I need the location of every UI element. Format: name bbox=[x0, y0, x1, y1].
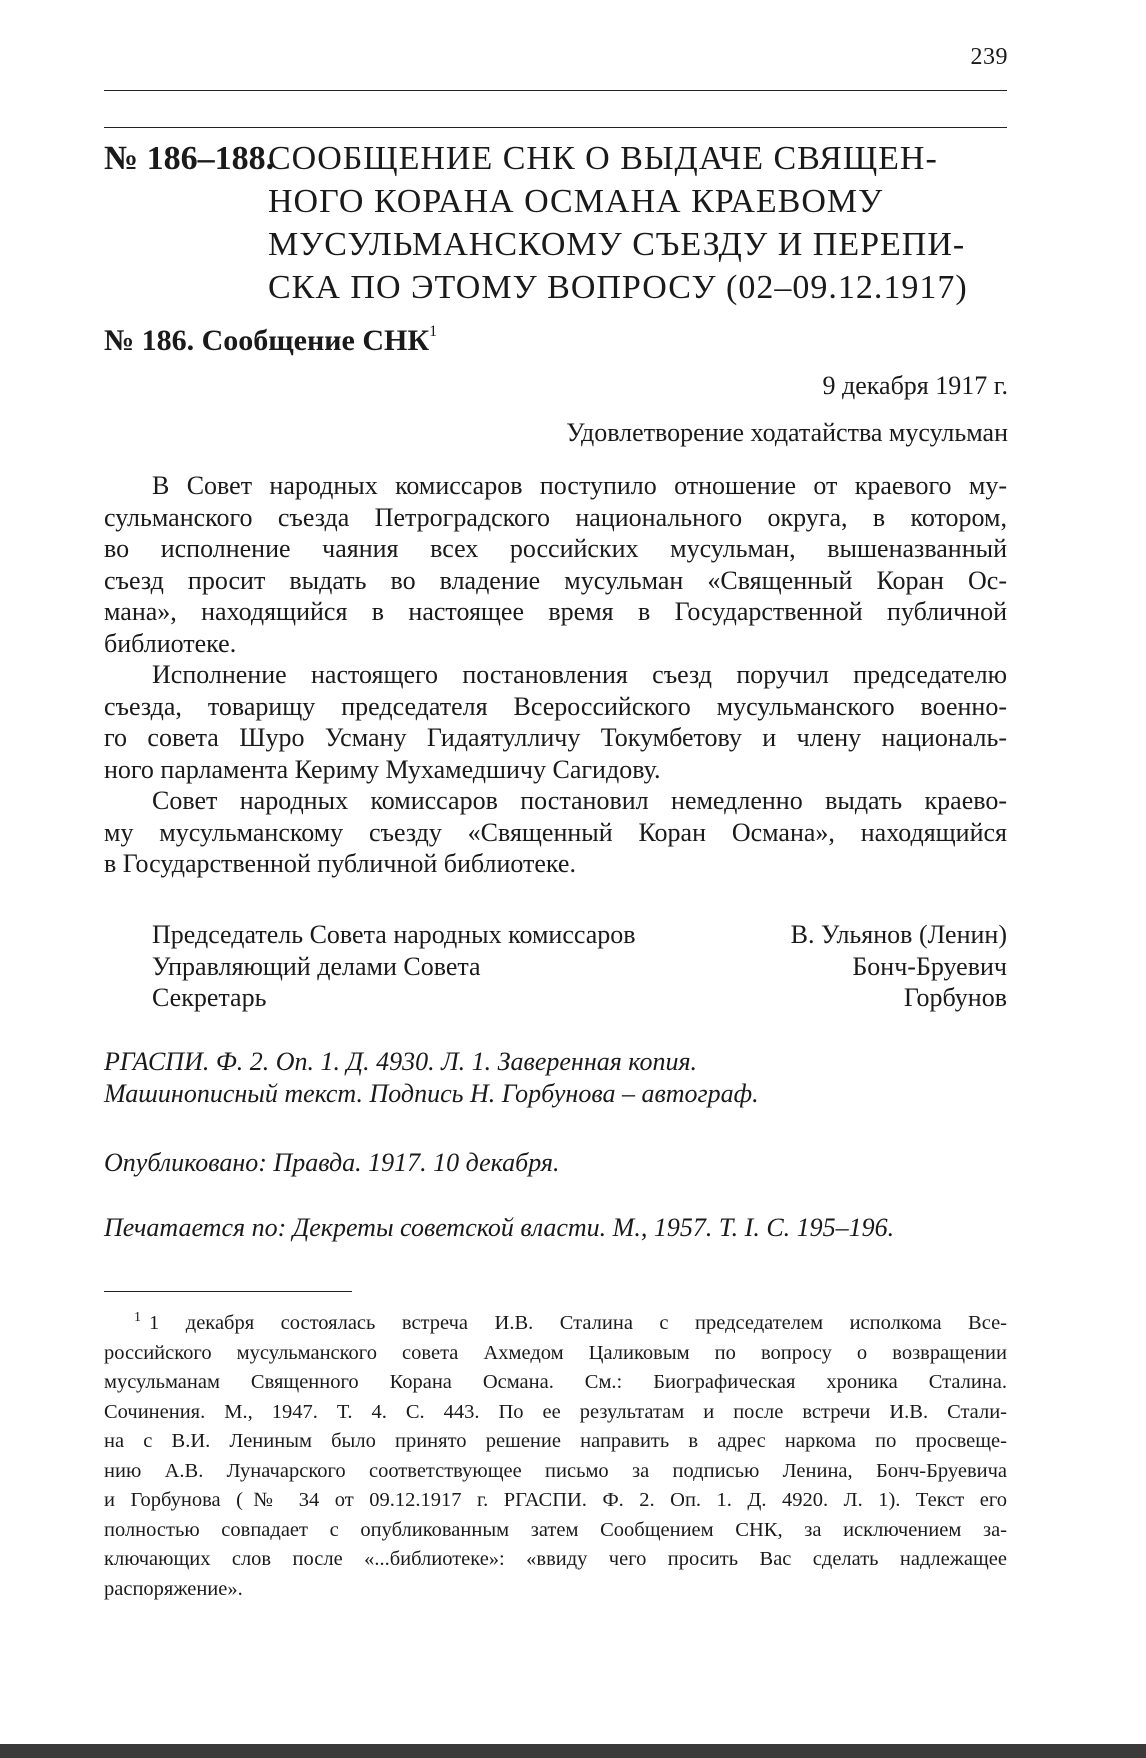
document-date: 9 декабря 1917 г. bbox=[822, 371, 1008, 400]
text-line: во исполнение чаяния всех российских мусульман, вышеназванный bbox=[104, 534, 1007, 563]
text-line: съезд просит выдать во владение мусульман «Священный Коран Ос- bbox=[104, 565, 1007, 595]
footnote-line: ключающих слов после «...библиотеке»: «ввиду чего просить Вас сделать надлежащее bbox=[104, 1548, 1007, 1570]
text-line: в Государственной публичной библиотеке. bbox=[104, 849, 576, 878]
text-line: го совета Шуро Усману Гидаятулличу Токумбетову и члену националь- bbox=[104, 723, 1007, 752]
footnote-mark: 1 bbox=[134, 1310, 141, 1325]
heading-title-line: СООБЩЕНИЕ СНК О ВЫДАЧЕ СВЯЩЕН- bbox=[268, 140, 938, 177]
signature-role: Секретарь bbox=[152, 983, 267, 1012]
text-line: В Совет народных комиссаров поступило отношение от краевого му- bbox=[152, 471, 1007, 500]
signature-role: Председатель Совета народных комиссаров bbox=[152, 920, 636, 949]
footnote-rule bbox=[104, 1291, 352, 1292]
signature-row bbox=[152, 919, 1007, 951]
text-line: библиотеке. bbox=[104, 628, 237, 658]
text-line: съезда, товарищу председателя Всероссийского мусульманского военно- bbox=[104, 691, 1007, 721]
footnote-line bbox=[104, 1303, 1007, 1339]
heading-line-1 bbox=[104, 137, 1007, 180]
text-line: сульманского съезда Петроградского национального округа, в котором, bbox=[104, 502, 1007, 532]
heading-title-line: МУСУЛЬМАНСКОМУ СЪЕЗДУ И ПЕРЕПИ- bbox=[268, 226, 966, 263]
signature-row bbox=[152, 951, 1007, 983]
document-heading bbox=[104, 137, 1007, 309]
footnote-line: и Горбунова (№ 34 от 09.12.1917 г. РГАСПИ. Ф. 2. Оп. 1. Д. 4920. Л. 1). Текст его bbox=[104, 1489, 1007, 1511]
body-text bbox=[104, 470, 1007, 880]
footnote-line: мусульманам Священного Корана Османа. См.: Биографическая хроника Сталина. bbox=[104, 1371, 1007, 1393]
signature-role: Управляющий делами Совета bbox=[152, 951, 481, 981]
heading-title-line: НОГО КОРАНА ОСМАНА КРАЕВОМУ bbox=[268, 183, 884, 220]
paragraph bbox=[104, 470, 1007, 659]
document-subject: Удовлетворение ходатайства мусульман bbox=[566, 418, 1008, 447]
sub-heading bbox=[104, 323, 437, 358]
signature-name: Бонч-Бруевич bbox=[852, 951, 1007, 981]
printed-source-note: Печатается по: Декреты советской власти. М., 1957. Т. I. С. 195–196. bbox=[104, 1213, 895, 1242]
footnote-line: полностью совпадает с опубликованным затем Сообщением СНК, за исключением за- bbox=[104, 1518, 1007, 1541]
footnote-line: нию А.В. Луначарского соответствующее письмо за подписью Ленина, Бонч-Бруевича bbox=[104, 1459, 1007, 1482]
published-note: Опубликовано: Правда. 1917. 10 декабря. bbox=[104, 1148, 560, 1177]
text-line: Исполнение настоящего постановления съезд поручил председателю bbox=[152, 660, 1007, 689]
signatures-block bbox=[152, 919, 1007, 1014]
signature-row bbox=[152, 982, 1007, 1014]
header-rule bbox=[104, 90, 1007, 91]
footnote-line: российского мусульманского совета Ахмедом Цаликовым по вопросу о возвращении bbox=[104, 1341, 1007, 1364]
scan-edge-bar bbox=[0, 1744, 1146, 1758]
text-line: ного парламента Кериму Мухамедшичу Сагидову. bbox=[104, 754, 661, 784]
paragraph bbox=[104, 785, 1007, 880]
archive-line: РГАСПИ. Ф. 2. Оп. 1. Д. 4930. Л. 1. Заверенная копия. bbox=[104, 1047, 698, 1076]
signature-name: Горбунов bbox=[903, 983, 1007, 1012]
text-line: мана», находящийся в настоящее время в Государственной публичной bbox=[104, 597, 1007, 626]
footnote-line: распоряжение». bbox=[104, 1577, 243, 1600]
archive-line: Машинописный текст. Подпись Н. Горбунова – автограф. bbox=[104, 1079, 759, 1108]
text-line: Совет народных комиссаров постановил немедленно выдать краево- bbox=[152, 786, 1007, 815]
heading-title-line: СКА ПО ЭТОМУ ВОПРОСУ (02–09.12.1917) bbox=[268, 269, 968, 306]
footnote-reference: 1 bbox=[429, 323, 438, 340]
footnote bbox=[104, 1303, 1007, 1604]
footnote-line-text: 1 декабря состоялась встреча И.В. Сталина с председателем исполкома Все- bbox=[149, 1312, 1007, 1334]
archive-reference bbox=[104, 1046, 1007, 1110]
signature-name: В. Ульянов (Ленин) bbox=[790, 920, 1007, 949]
sub-heading-text: № 186. Сообщение СНК bbox=[104, 324, 430, 357]
footnote-line: на с В.И. Лениным было принято решение направить в адрес наркома по просвеще- bbox=[104, 1430, 1007, 1452]
text-line: му мусульманскому съезду «Священный Коран Османа», находящийся bbox=[104, 817, 1007, 847]
footnote-line: Сочинения. М., 1947. Т. 4. С. 443. По ее результатам и после встречи И.В. Стали- bbox=[104, 1400, 1007, 1423]
paragraph bbox=[104, 659, 1007, 785]
page-number: 239 bbox=[970, 44, 1008, 70]
heading-number: № 186–188. bbox=[104, 140, 275, 177]
heading-rule bbox=[104, 127, 1007, 128]
